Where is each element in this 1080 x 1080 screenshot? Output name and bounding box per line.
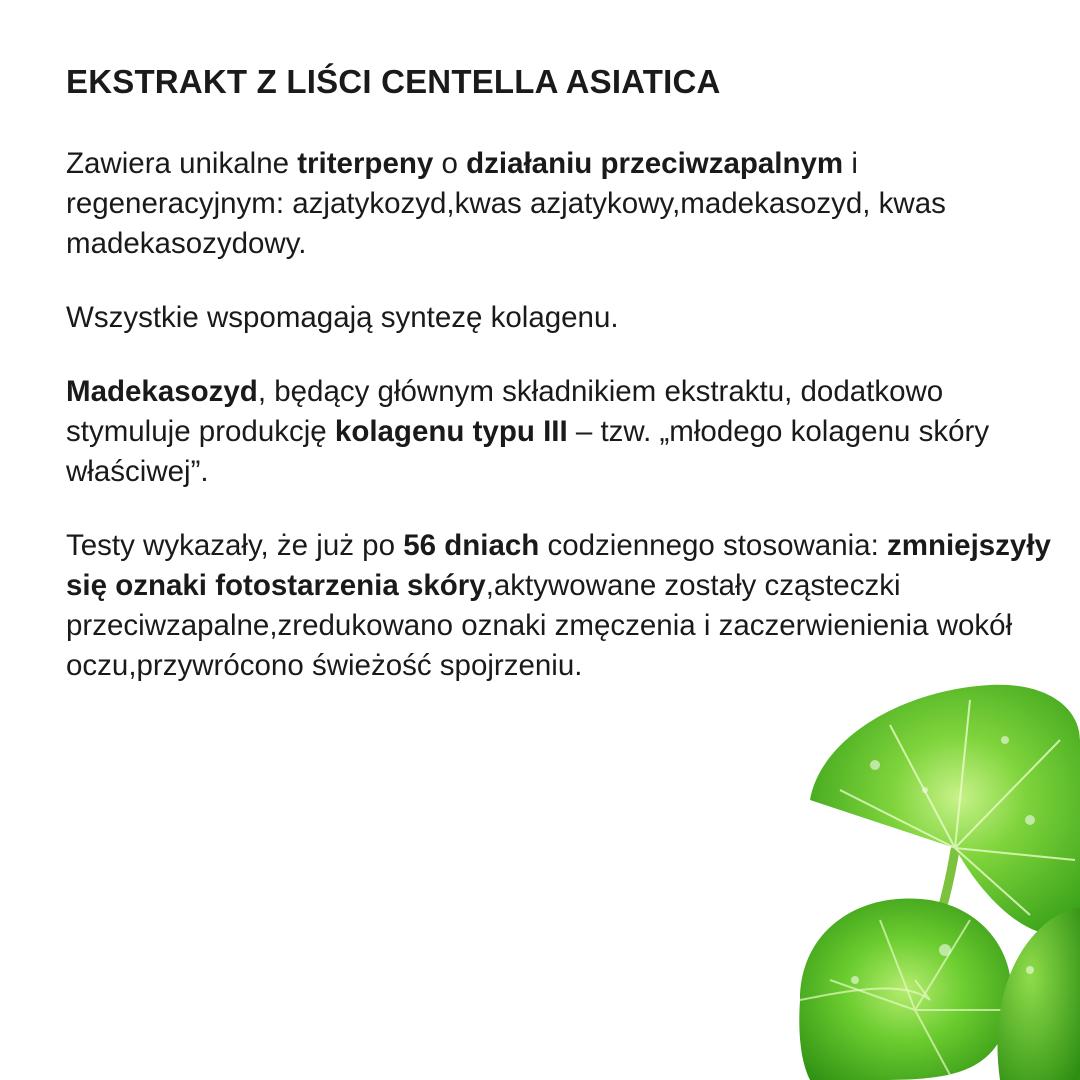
bold-text: zmniejszyły się oznaki fotostarzenia skóry — [66, 528, 1051, 602]
bold-text: Madekasozyd — [66, 374, 258, 408]
text: Wszystkie wspomagają syntezę kolagenu. — [66, 300, 619, 334]
paragraph-triterpenes — [66, 144, 1056, 264]
paragraph-tests — [66, 526, 1056, 686]
bold-text: 56 dniach — [403, 528, 540, 562]
text: codziennego stosowania: — [539, 528, 887, 562]
paragraph-collagen-synthesis — [66, 298, 1056, 338]
paragraph-madecassoside — [66, 372, 1056, 492]
page-title: EKSTRAKT Z LIŚCI CENTELLA ASIATICA — [66, 63, 721, 100]
text: – tzw. „młodego kolagenu skóry właściwej”. — [66, 414, 990, 488]
text: i regeneracyjnym: azjatykozyd,kwas azjatykowy,madekasozyd, kwas madekasozydowy. — [66, 146, 946, 260]
text-content — [66, 62, 1056, 720]
bold-text: kolagenu typu III — [334, 414, 568, 448]
centella-leaves-icon — [700, 680, 1080, 1080]
bold-text: triterpeny — [297, 146, 434, 180]
text: , będący głównym składnikiem ekstraktu, dodatkowo stymuluje produkcję — [66, 374, 944, 448]
text: Zawiera unikalne — [66, 146, 298, 180]
bold-text: działaniu przeciwzapalnym — [466, 146, 844, 180]
text: ,aktywowane zostały cząsteczki przeciwzapalne,zredukowano oznaki zmęczenia i zaczerwienienia wokół oczu,przywrócono świeżość spojrzeniu. — [66, 568, 1013, 682]
text: Testy wykazały, że już po — [66, 528, 404, 562]
text: o — [433, 146, 467, 180]
